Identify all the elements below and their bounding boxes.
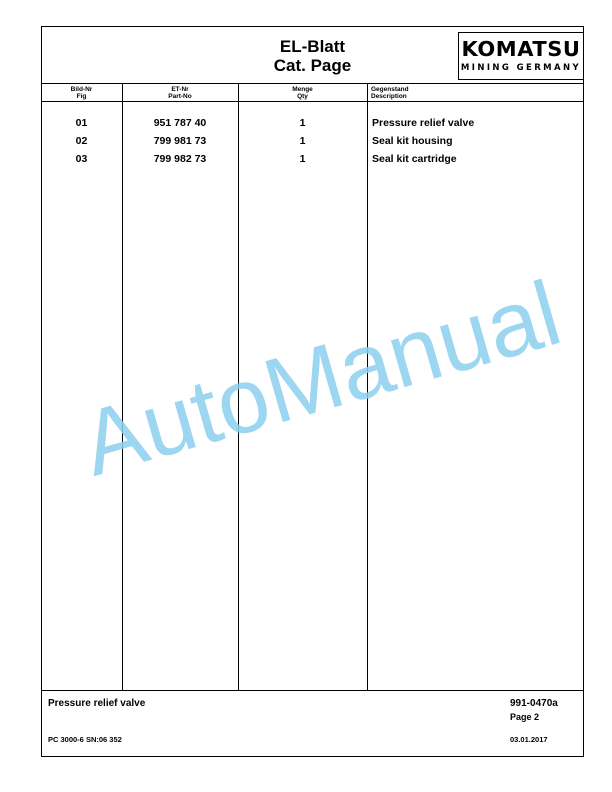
part-number: 799 981 73	[153, 135, 207, 147]
quantity: 1	[299, 153, 306, 165]
table-row	[41, 135, 584, 153]
column-header-part-en: Part-No	[168, 93, 192, 100]
column-header-fig	[41, 86, 122, 100]
page-number: Page 2	[510, 712, 540, 722]
column-divider	[238, 84, 239, 691]
page-title-de: EL-Blatt	[279, 37, 346, 56]
column-header-qty	[238, 86, 367, 100]
quantity: 1	[299, 135, 306, 147]
machine-serial: PC 3000-6 SN:06 352	[48, 735, 122, 744]
document-number: 991-0470a	[510, 698, 558, 709]
part-description: Pressure relief valve	[372, 117, 475, 129]
column-header-desc-de: Gegenstand	[371, 86, 409, 93]
column-header-qty-de: Menge	[292, 86, 313, 93]
part-number: 951 787 40	[153, 117, 207, 129]
watermark-text: AutoManual	[71, 262, 572, 496]
column-header-fig-de: Bild-Nr	[70, 86, 93, 93]
document-date: 03.01.2017	[510, 735, 548, 744]
table-row	[41, 117, 584, 135]
column-header-qty-en: Qty	[297, 93, 308, 100]
footer-description: Pressure relief valve	[48, 698, 146, 709]
komatsu-logo	[458, 32, 584, 80]
column-header-desc	[371, 86, 521, 100]
column-divider	[122, 84, 123, 691]
column-header-part-de: ET-Nr	[171, 86, 189, 93]
column-header-desc-en: Description	[371, 93, 407, 100]
part-number: 799 982 73	[153, 153, 207, 165]
footer-divider	[41, 690, 584, 691]
logo-brand-text: KOMATSU	[461, 37, 581, 61]
table-row	[41, 153, 584, 171]
logo-subline-text: MINING GERMANY	[460, 63, 582, 73]
part-description: Seal kit cartridge	[372, 153, 457, 165]
fig-number: 02	[75, 135, 88, 147]
column-header-fig-en: Fig	[76, 93, 87, 100]
parts-list	[41, 117, 584, 171]
part-description: Seal kit housing	[372, 135, 453, 147]
column-header-part	[122, 86, 238, 100]
quantity: 1	[299, 117, 306, 129]
fig-number: 03	[75, 153, 88, 165]
column-divider	[367, 84, 368, 691]
page-title-en: Cat. Page	[273, 56, 352, 75]
fig-number: 01	[75, 117, 88, 129]
